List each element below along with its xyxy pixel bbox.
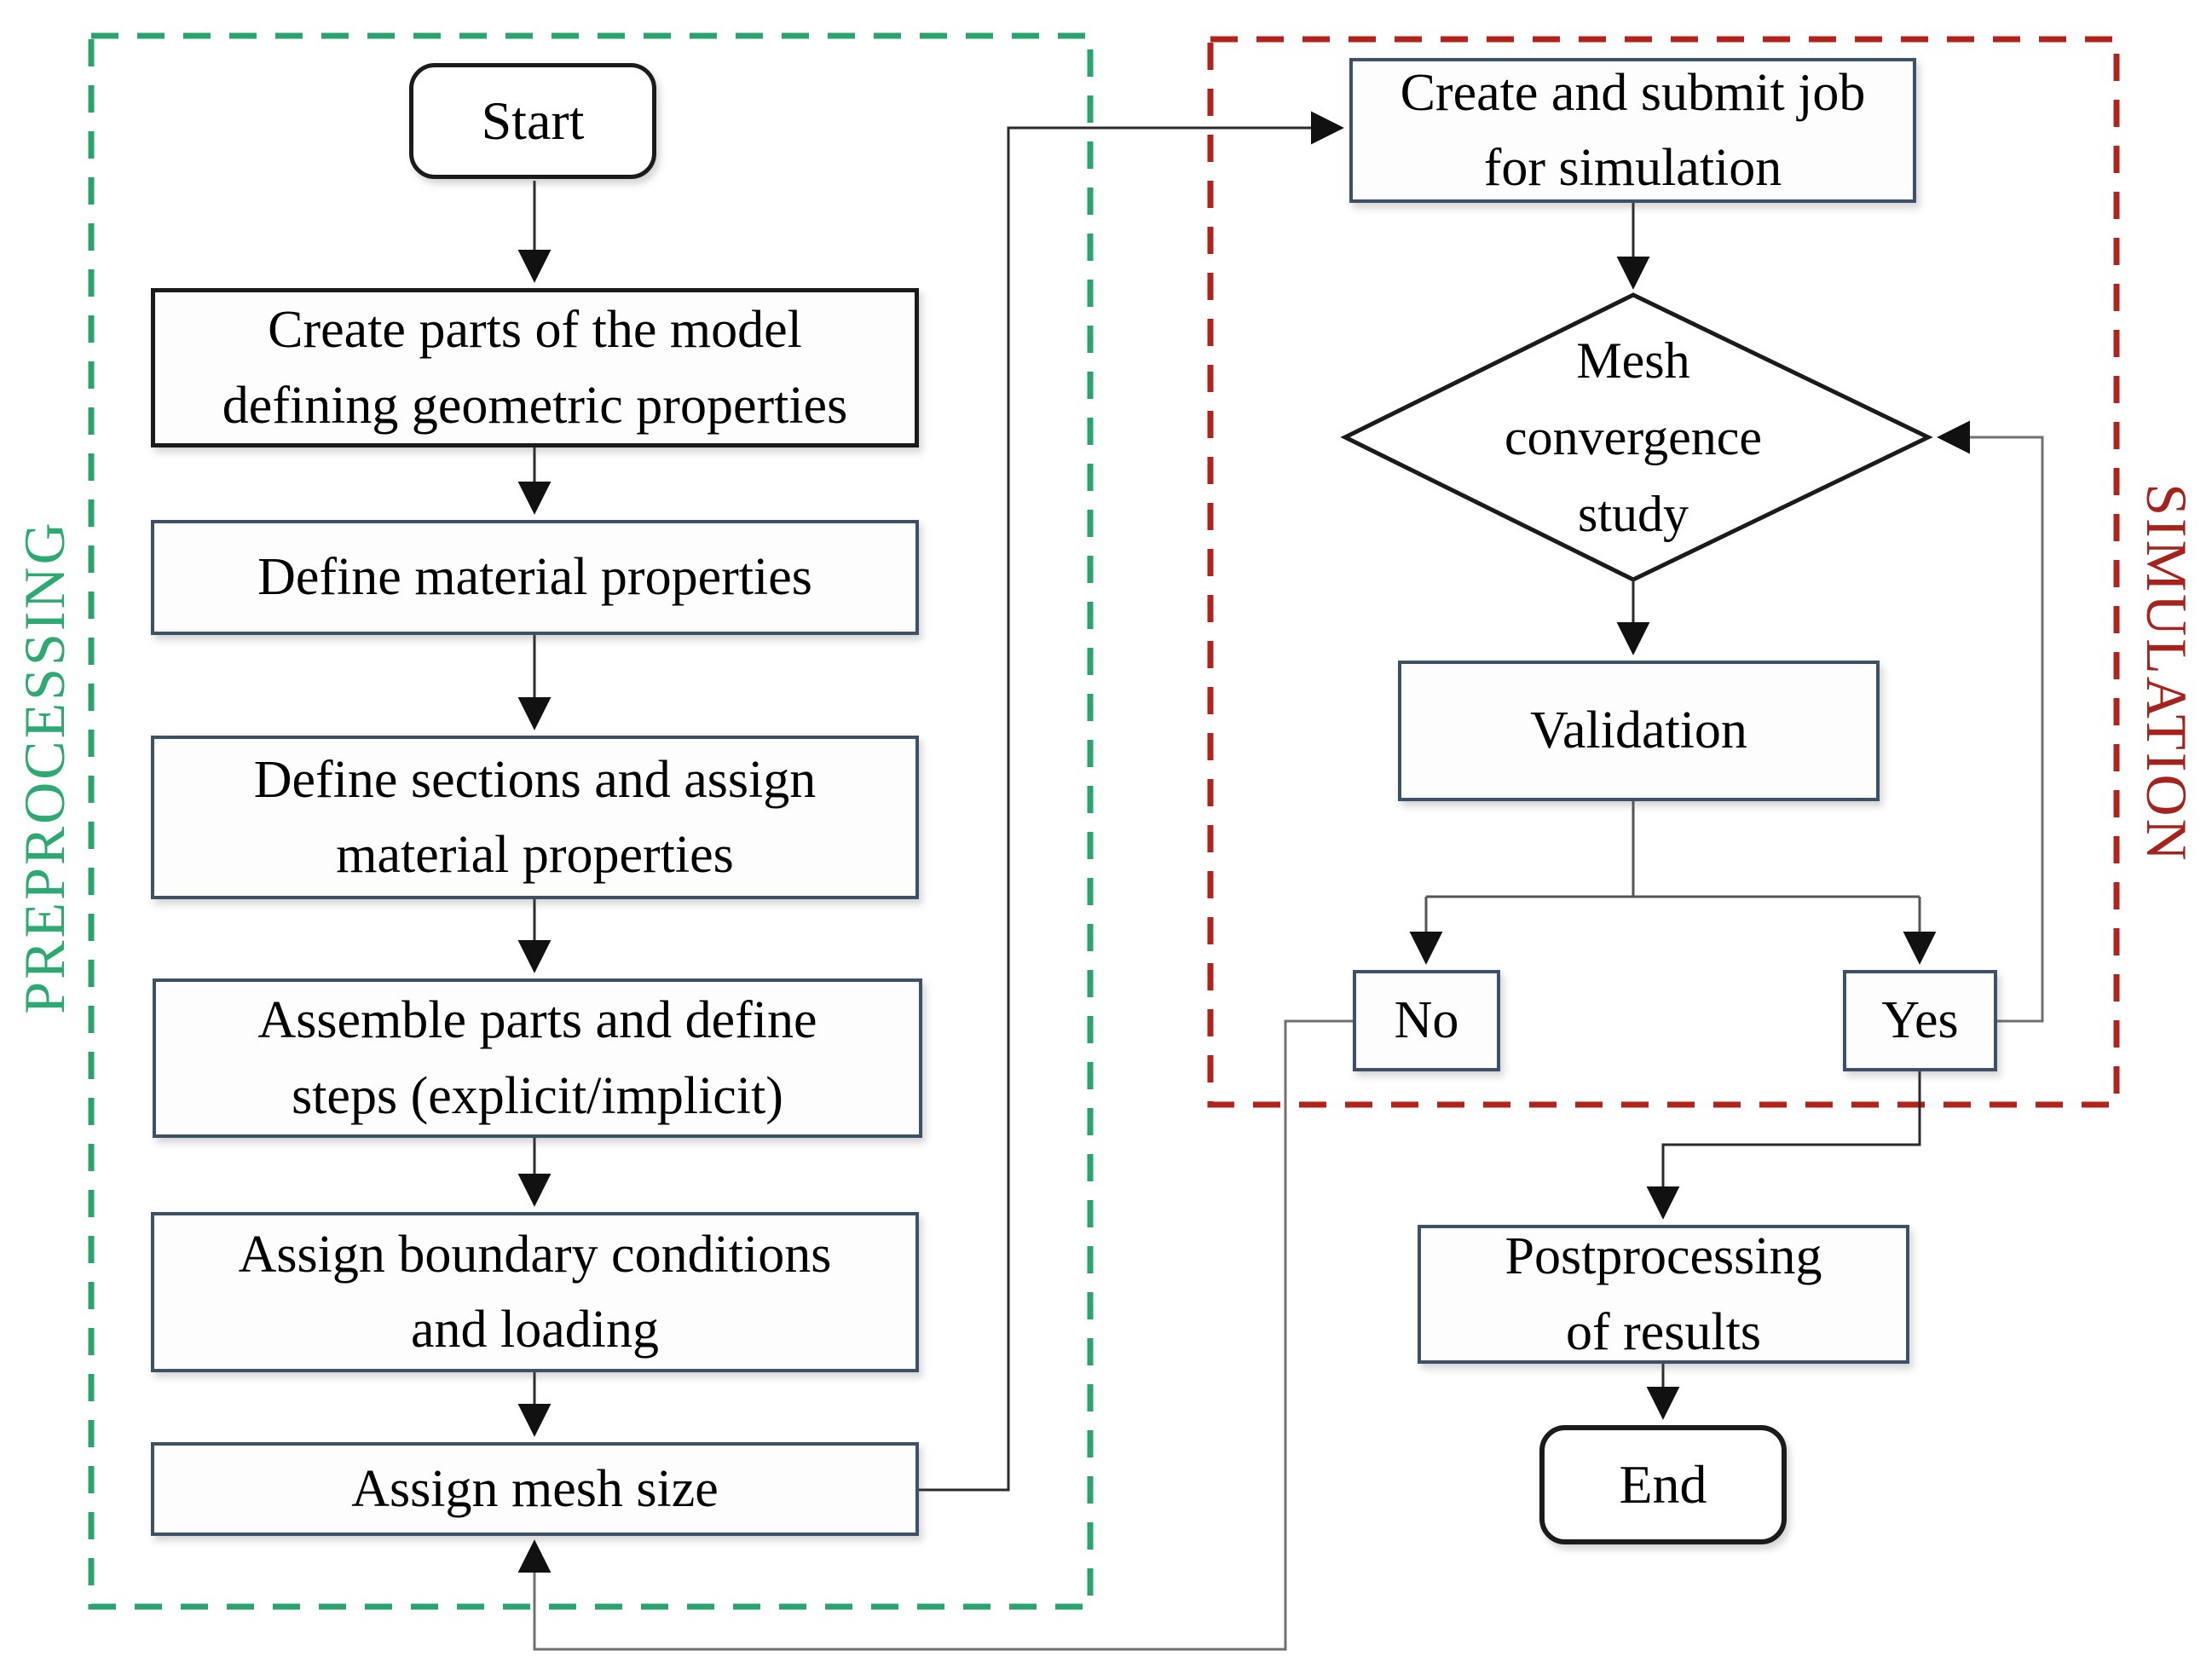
node-postprocessing-line1: Postprocessing: [1505, 1227, 1822, 1286]
node-mesh-convergence-decision: [1450, 314, 1816, 561]
preprocessing-region-label: PREPROCESSING: [11, 520, 77, 1014]
connector-mesh-size-to-create-submit: [919, 128, 1341, 1490]
node-mesh-convergence-line3: study: [1577, 486, 1689, 542]
node-create-parts-line2: defining geometric properties: [222, 376, 848, 435]
node-create-submit-line1: Create and submit job: [1400, 63, 1866, 122]
node-define-sections-line2: material properties: [336, 826, 734, 884]
node-assign-boundary: [151, 1212, 919, 1372]
node-define-sections-line1: Define sections and assign: [253, 750, 817, 809]
node-assign-boundary-line1: Assign boundary conditions: [238, 1225, 832, 1284]
node-define-sections: [151, 736, 919, 899]
node-mesh-convergence-line2: convergence: [1504, 409, 1763, 465]
node-no: No: [1353, 970, 1500, 1071]
node-yes: Yes: [1843, 970, 1997, 1071]
node-create-parts: [151, 288, 919, 447]
node-create-parts-line1: Create parts of the model: [268, 301, 802, 360]
node-mesh-convergence-line1: Mesh: [1576, 332, 1690, 389]
connector-yes-to-postprocessing: [1663, 1071, 1920, 1216]
node-create-submit-job: [1349, 58, 1916, 203]
node-create-submit-line2: for simulation: [1483, 139, 1782, 197]
node-validation: Validation: [1398, 661, 1880, 801]
node-assign-mesh-size: Assign mesh size: [151, 1442, 919, 1536]
node-define-material: Define material properties: [151, 520, 919, 635]
node-assign-boundary-line2: and loading: [411, 1301, 659, 1359]
node-start: Start: [409, 63, 656, 179]
node-assemble-parts-line2: steps (explicit/implicit): [292, 1066, 783, 1125]
node-postprocessing: [1418, 1225, 1909, 1364]
node-assemble-parts: [153, 978, 922, 1138]
node-postprocessing-line2: of results: [1565, 1302, 1762, 1361]
node-end: End: [1539, 1425, 1787, 1544]
node-assemble-parts-line1: Assemble parts and define: [257, 991, 817, 1050]
connector-yes-loop-to-diamond: [1940, 437, 2042, 1021]
simulation-region-label: SIMULATION: [2134, 483, 2200, 863]
